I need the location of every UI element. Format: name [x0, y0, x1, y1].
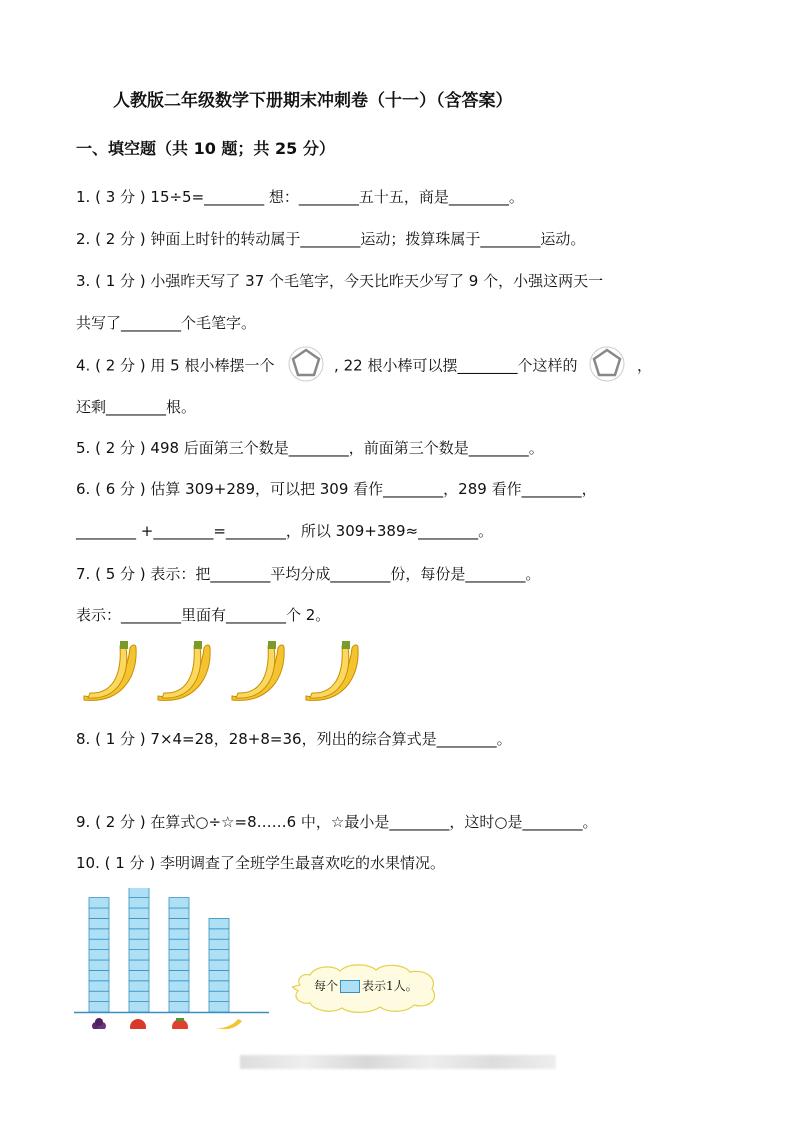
chart-cell-strawberry: [169, 950, 189, 960]
chart-cell-strawberry: [169, 970, 189, 980]
banana-icon: [232, 641, 284, 700]
banana-icon: [158, 641, 210, 700]
pentagon-icon: [287, 345, 325, 387]
chart-cell-apple: [129, 991, 149, 1001]
chart-cell-apple: [129, 888, 149, 898]
question-8: 8. ( 1 分 ) 7×4=28，28+8=36，列出的综合算式是________。: [76, 730, 512, 748]
chart-cell-strawberry: [169, 939, 189, 949]
page-title: 人教版二年级数学下册期末冲刺卷（十一）（含答案）: [113, 91, 513, 111]
question-4-line2: 还剩________根。: [76, 398, 197, 416]
chart-cell-strawberry: [169, 898, 189, 908]
chart-cell-banana: [209, 991, 229, 1001]
chart-cell-strawberry: [169, 981, 189, 991]
fruit-bar-chart: [74, 888, 274, 1033]
question-4-part3: ，: [637, 356, 653, 375]
chart-cell-apple: [129, 929, 149, 939]
chart-cell-apple: [129, 898, 149, 908]
question-7-line2: 表示：________里面有________个 2。: [76, 606, 331, 624]
chart-cell-banana: [209, 929, 229, 939]
chart-cell-banana: [209, 981, 229, 991]
strawberry-icon: [172, 1018, 188, 1029]
question-9: 9. ( 2 分 ) 在算式○÷☆=8……6 中，☆最小是________，这时○是________。: [76, 813, 598, 831]
question-3-line2: 共写了________个毛笔字。: [76, 314, 257, 332]
chart-cell-apple: [129, 981, 149, 991]
question-6-line2: ________ +________=________，所以 309+389≈________。: [76, 522, 494, 540]
chart-cell-grape: [89, 991, 109, 1001]
chart-cell-grape: [89, 950, 109, 960]
question-4-part1: 4. ( 2 分 ) 用 5 根小棒摆一个: [76, 356, 275, 375]
chart-cell-banana: [209, 970, 229, 980]
banana-icon: [212, 1019, 242, 1029]
question-6-line1: 6. ( 6 分 ) 估算 309+289，可以把 309 看作________，289 看作________，: [76, 480, 597, 498]
banana-icon: [84, 641, 136, 700]
banana-group: [76, 638, 366, 708]
chart-cell-strawberry: [169, 918, 189, 928]
chart-cell-apple: [129, 918, 149, 928]
chart-cell-banana: [209, 1002, 229, 1012]
chart-cell-grape: [89, 939, 109, 949]
chart-cell-grape: [89, 960, 109, 970]
question-5: 5. ( 2 分 ) 498 后面第三个数是________，前面第三个数是________。: [76, 439, 544, 457]
chart-cell-grape: [89, 918, 109, 928]
fruit-icons: [74, 1014, 274, 1033]
chart-cell-strawberry: [169, 929, 189, 939]
chart-cell-strawberry: [169, 960, 189, 970]
question-3-line1: 3. ( 1 分 ) 小强昨天写了 37 个毛笔字，今天比昨天少写了 9 个，小强这两天一: [76, 272, 604, 290]
chart-cell-banana: [209, 918, 229, 928]
chart-cell-apple: [129, 960, 149, 970]
chart-cell-apple: [129, 939, 149, 949]
question-7-line1: 7. ( 5 分 ) 表示：把________平均分成________份，每份是________。: [76, 565, 541, 583]
chart-cell-apple: [129, 970, 149, 980]
section-heading: 一、填空题（共 10 题；共 25 分）: [76, 139, 335, 158]
footer-watermark: [240, 1055, 556, 1069]
chart-cell-strawberry: [169, 991, 189, 1001]
apple-icon: [130, 1019, 146, 1029]
question-4-line1: [76, 345, 652, 387]
legend-suffix: 表示1人。: [362, 979, 418, 993]
chart-cell-grape: [89, 898, 109, 908]
legend-prefix: 每个: [314, 979, 339, 993]
grape-icon: [92, 1018, 106, 1029]
banana-icon: [306, 641, 358, 700]
question-4-part2: , 22 根小棒可以摆________个这样的: [334, 356, 578, 375]
chart-cell-apple: [129, 1002, 149, 1012]
chart-cell-grape: [89, 908, 109, 918]
legend-text: [314, 977, 418, 994]
chart-cell-strawberry: [169, 1002, 189, 1012]
chart-cell-banana: [209, 950, 229, 960]
question-2: 2. ( 2 分 ) 钟面上时针的转动属于________运动；拨算珠属于________运动。: [76, 230, 586, 248]
chart-cell-apple: [129, 950, 149, 960]
chart-cell-apple: [129, 908, 149, 918]
legend-unit-box: [340, 980, 360, 993]
chart-cell-grape: [89, 1002, 109, 1012]
chart-cell-banana: [209, 960, 229, 970]
chart-cell-banana: [209, 939, 229, 949]
chart-cell-grape: [89, 970, 109, 980]
pentagon-icon: [588, 345, 626, 387]
chart-cell-strawberry: [169, 908, 189, 918]
question-10: 10. ( 1 分 ) 李明调查了全班学生最喜欢吃的水果情况。: [76, 854, 445, 872]
question-1: 1. ( 3 分 ) 15÷5=________ 想：________五十五，商是________。: [76, 188, 524, 206]
chart-cell-grape: [89, 929, 109, 939]
chart-cell-grape: [89, 981, 109, 991]
